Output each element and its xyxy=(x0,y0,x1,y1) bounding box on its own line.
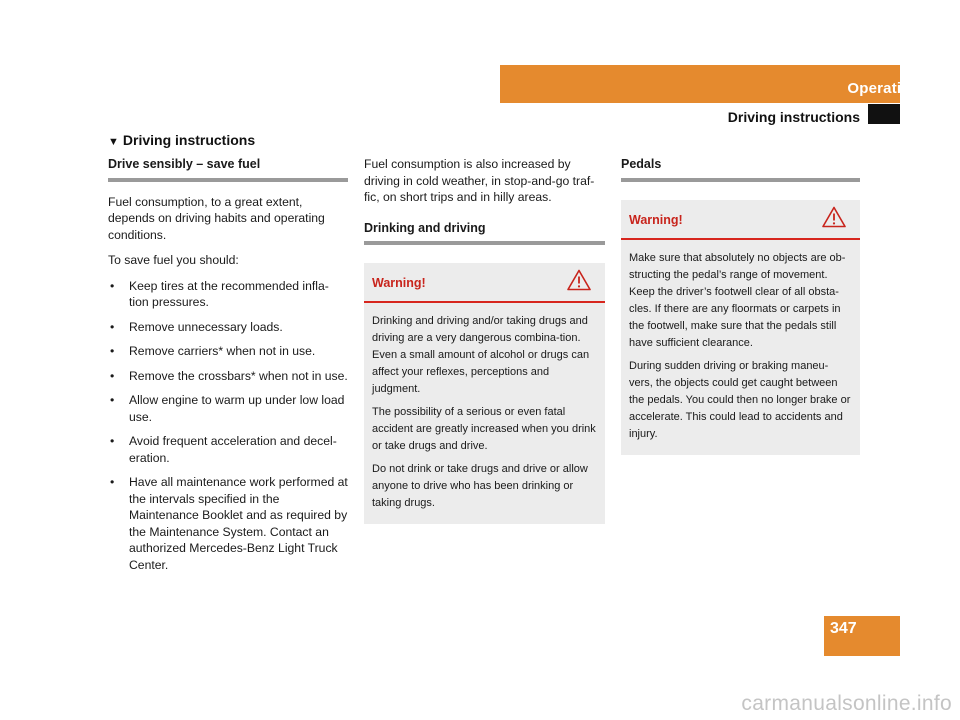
warning-paragraph: Make sure that absolutely no objects are ob-structing the pedal’s range of movement. Keep the driver’s footwell clear of all obsta-cles. If there are any floormats or carpets in the footwell, make sure that the pedals still have sufficient clearance. xyxy=(629,251,846,349)
paragraph: To save fuel you should: xyxy=(108,253,239,267)
warning-triangle-icon xyxy=(567,269,591,291)
paragraph: Fuel consumption is also increased by driving in cold weather, in stop-and-go traf-fic, on short trips and in hilly areas. xyxy=(364,157,595,204)
section-heading-fuel: Drive sensibly – save fuel xyxy=(108,156,348,182)
list-item: • Allow engine to warm up under low load use. xyxy=(108,392,348,425)
column-drinking xyxy=(364,156,605,524)
list-item: • Remove carriers* when not in use. xyxy=(108,343,348,360)
fuel-tips-list xyxy=(108,278,348,574)
warning-label: Warning! xyxy=(629,212,683,227)
header-marker-block xyxy=(868,104,900,124)
warning-label: Warning! xyxy=(372,276,426,290)
page-number: 347 xyxy=(830,620,857,637)
warning-paragraph: Drinking and driving and/or taking drugs and driving are a very dangerous combina-tion. Even a small amount of alcohol or drugs can affect your reflexes, perceptions and judgment. xyxy=(372,315,590,395)
section-heading-pedals: Pedals xyxy=(621,156,860,182)
list-item: • Remove unnecessary loads. xyxy=(108,319,348,336)
list-item: • Keep tires at the recommended infla-tion pressures. xyxy=(108,278,348,311)
header-accent-bar xyxy=(500,65,900,103)
list-item: • Remove the crossbars* when not in use. xyxy=(108,368,348,385)
page-title xyxy=(108,132,255,148)
column-fuel xyxy=(108,156,348,581)
warning-paragraph: Do not drink or take drugs and drive or allow anyone to drive who has been drinking or taking drugs. xyxy=(372,463,588,509)
paragraph: Fuel consumption, to a great extent, depends on driving habits and operating conditions. xyxy=(108,194,325,242)
warning-paragraph: During sudden driving or braking maneu-vers, the objects could get caught between the pedals. You could then no longer brake or accelerate. This could lead to accidents and injury. xyxy=(629,359,851,440)
list-item: • Avoid frequent acceleration and decel-eration. xyxy=(108,433,348,466)
warning-header xyxy=(621,200,860,240)
section-title: Operation xyxy=(847,80,920,97)
warning-body xyxy=(621,240,860,455)
warning-header xyxy=(364,263,605,303)
warning-box-pedals xyxy=(621,200,860,455)
column-pedals xyxy=(621,156,860,455)
page-title-text: Driving instructions xyxy=(122,132,256,148)
watermark-text: carmanualsonline.info xyxy=(741,692,952,715)
list-item: • Have all maintenance work performed at the intervals specified in the Maintenance Booklet and as required by the Maintenance System. Contact an authorized Mercedes-Benz Light Truck Center. xyxy=(108,474,348,573)
triangle-down-icon: ▼ xyxy=(108,136,119,148)
warning-triangle-icon xyxy=(822,206,846,228)
warning-box-drinking xyxy=(364,263,605,524)
subsection-title: Driving instructions xyxy=(727,109,860,125)
warning-body xyxy=(364,303,605,524)
section-heading-drinking: Drinking and driving xyxy=(364,220,605,246)
warning-paragraph: The possibility of a serious or even fatal accident are greatly increased when you drink or take drugs and drive. xyxy=(372,406,596,452)
